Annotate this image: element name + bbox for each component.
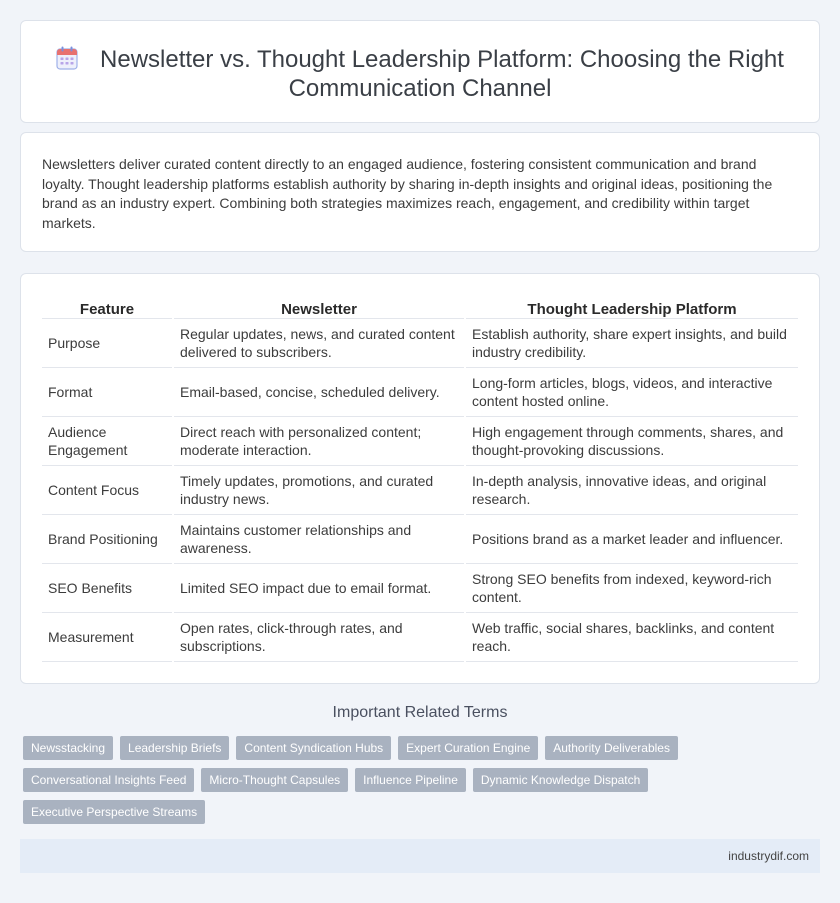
row-newsletter: Direct reach with personalized content; moderate interaction. bbox=[173, 416, 465, 465]
related-terms-list bbox=[23, 736, 723, 824]
row-newsletter: Open rates, click-through rates, and subscriptions. bbox=[173, 612, 465, 661]
related-term-tag[interactable]: Influence Pipeline bbox=[355, 768, 466, 792]
table-row bbox=[42, 612, 798, 661]
row-newsletter: Email-based, concise, scheduled delivery. bbox=[173, 367, 465, 416]
table-row bbox=[42, 367, 798, 416]
related-term-tag[interactable]: Executive Perspective Streams bbox=[23, 800, 205, 824]
row-thought-leadership: Establish authority, share expert insights, and build industry credibility. bbox=[465, 318, 798, 367]
row-feature: Content Focus bbox=[42, 465, 173, 514]
row-newsletter: Regular updates, news, and curated content delivered to subscribers. bbox=[173, 318, 465, 367]
table-row bbox=[42, 416, 798, 465]
row-thought-leadership: Strong SEO benefits from indexed, keyword-rich content. bbox=[465, 563, 798, 612]
row-thought-leadership: Web traffic, social shares, backlinks, and content reach. bbox=[465, 612, 798, 661]
row-feature: Brand Positioning bbox=[42, 514, 173, 563]
intro-card bbox=[20, 132, 820, 252]
page-title-wrapper bbox=[21, 45, 819, 103]
footer bbox=[20, 839, 820, 873]
related-term-tag[interactable]: Expert Curation Engine bbox=[398, 736, 538, 760]
title-card bbox=[20, 20, 820, 123]
header-feature: Feature bbox=[42, 296, 173, 318]
row-thought-leadership: Long-form articles, blogs, videos, and interactive content hosted online. bbox=[465, 367, 798, 416]
table-header-row bbox=[42, 296, 798, 318]
table-row bbox=[42, 318, 798, 367]
row-thought-leadership: High engagement through comments, shares, and thought-provoking discussions. bbox=[465, 416, 798, 465]
row-newsletter: Limited SEO impact due to email format. bbox=[173, 563, 465, 612]
table-row bbox=[42, 563, 798, 612]
related-term-tag[interactable]: Conversational Insights Feed bbox=[23, 768, 194, 792]
row-feature: Purpose bbox=[42, 318, 173, 367]
related-term-tag[interactable]: Micro-Thought Capsules bbox=[201, 768, 348, 792]
related-term-tag[interactable]: Leadership Briefs bbox=[120, 736, 229, 760]
comparison-table bbox=[42, 296, 798, 662]
table-row bbox=[42, 514, 798, 563]
row-feature: Audience Engagement bbox=[42, 416, 173, 465]
related-term-tag[interactable]: Authority Deliverables bbox=[545, 736, 678, 760]
related-term-tag[interactable]: Dynamic Knowledge Dispatch bbox=[473, 768, 648, 792]
intro-paragraph: Newsletters deliver curated content directly to an engaged audience, fostering consistent communication and brand loyalty. Thought leadership platforms establish authority by sharing in-depth insights and original ideas, positioning the brand as an industry expert. Combining both strategies maximizes reach, engagement, and credibility within target markets. bbox=[42, 156, 773, 231]
row-feature: Measurement bbox=[42, 612, 173, 661]
comparison-card bbox=[20, 273, 820, 684]
row-feature: SEO Benefits bbox=[42, 563, 173, 612]
header-newsletter: Newsletter bbox=[173, 296, 465, 318]
row-thought-leadership: In-depth analysis, innovative ideas, and original research. bbox=[465, 465, 798, 514]
header-thought-leadership: Thought Leadership Platform bbox=[465, 296, 798, 318]
related-term-tag[interactable]: Newsstacking bbox=[23, 736, 113, 760]
row-newsletter: Timely updates, promotions, and curated industry news. bbox=[173, 465, 465, 514]
row-newsletter: Maintains customer relationships and awareness. bbox=[173, 514, 465, 563]
footer-site-link[interactable]: industrydif.com bbox=[728, 849, 809, 863]
page-title: Newsletter vs. Thought Leadership Platform: Choosing the Right Communication Channel bbox=[100, 46, 784, 102]
table-row bbox=[42, 465, 798, 514]
row-feature: Format bbox=[42, 367, 173, 416]
row-thought-leadership: Positions brand as a market leader and influencer. bbox=[465, 514, 798, 563]
related-terms-title: Important Related Terms bbox=[332, 704, 508, 721]
calendar-icon bbox=[56, 46, 78, 70]
related-term-tag[interactable]: Content Syndication Hubs bbox=[236, 736, 391, 760]
